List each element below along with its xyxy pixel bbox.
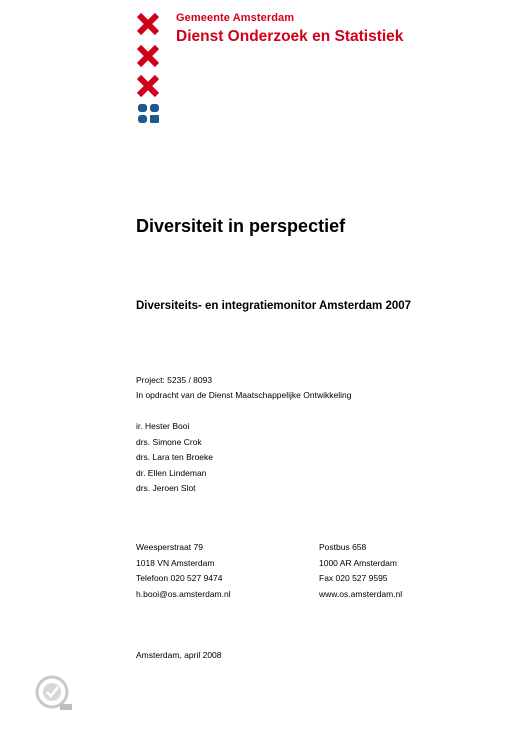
email-address[interactable]: h.booi@os.amsterdam.nl [136, 588, 231, 599]
author-item: drs. Jeroen Slot [136, 483, 196, 493]
po-postal-city: 1000 AR Amsterdam [319, 557, 397, 568]
department-name: Dienst Onderzoek en Statistiek [176, 28, 404, 45]
author-item: drs. Lara ten Broeke [136, 452, 214, 462]
commission-line: In opdracht van de Dienst Maatschappelijke Ontwikkeling [136, 390, 352, 400]
fax-number: Fax 020 527 9595 [319, 573, 388, 583]
os-mark-icon [138, 104, 160, 124]
amsterdam-x-icon [136, 74, 160, 98]
amsterdam-x-icon [136, 12, 160, 36]
date-line: Amsterdam, april 2008 [136, 650, 222, 660]
phone-number: Telefoon 020 527 9474 [136, 573, 223, 583]
visiting-address [136, 540, 231, 602]
author-item: drs. Simone Crok [136, 436, 202, 447]
organization-name: Gemeente Amsterdam [176, 12, 295, 24]
website-link[interactable]: www.os.amsterdam.nl [319, 588, 403, 599]
certification-seal-icon [34, 674, 74, 714]
postal-address [319, 540, 402, 602]
author-list [136, 419, 213, 497]
document-subtitle: Diversiteits- en integratiemonitor Amsterdam 2007 [136, 300, 412, 312]
document-title: Diversiteit in perspectief [136, 216, 346, 236]
project-number: Project: 5235 / 8093 [136, 375, 213, 385]
project-block [136, 373, 351, 403]
po-box: Postbus 658 [319, 542, 367, 552]
postal-city: 1018 VN Amsterdam [136, 557, 215, 568]
author-item: dr. Ellen Lindeman [136, 467, 207, 478]
amsterdam-x-icon [136, 44, 160, 68]
author-item: ir. Hester Booi [136, 421, 190, 431]
street-address: Weesperstraat 79 [136, 542, 203, 552]
